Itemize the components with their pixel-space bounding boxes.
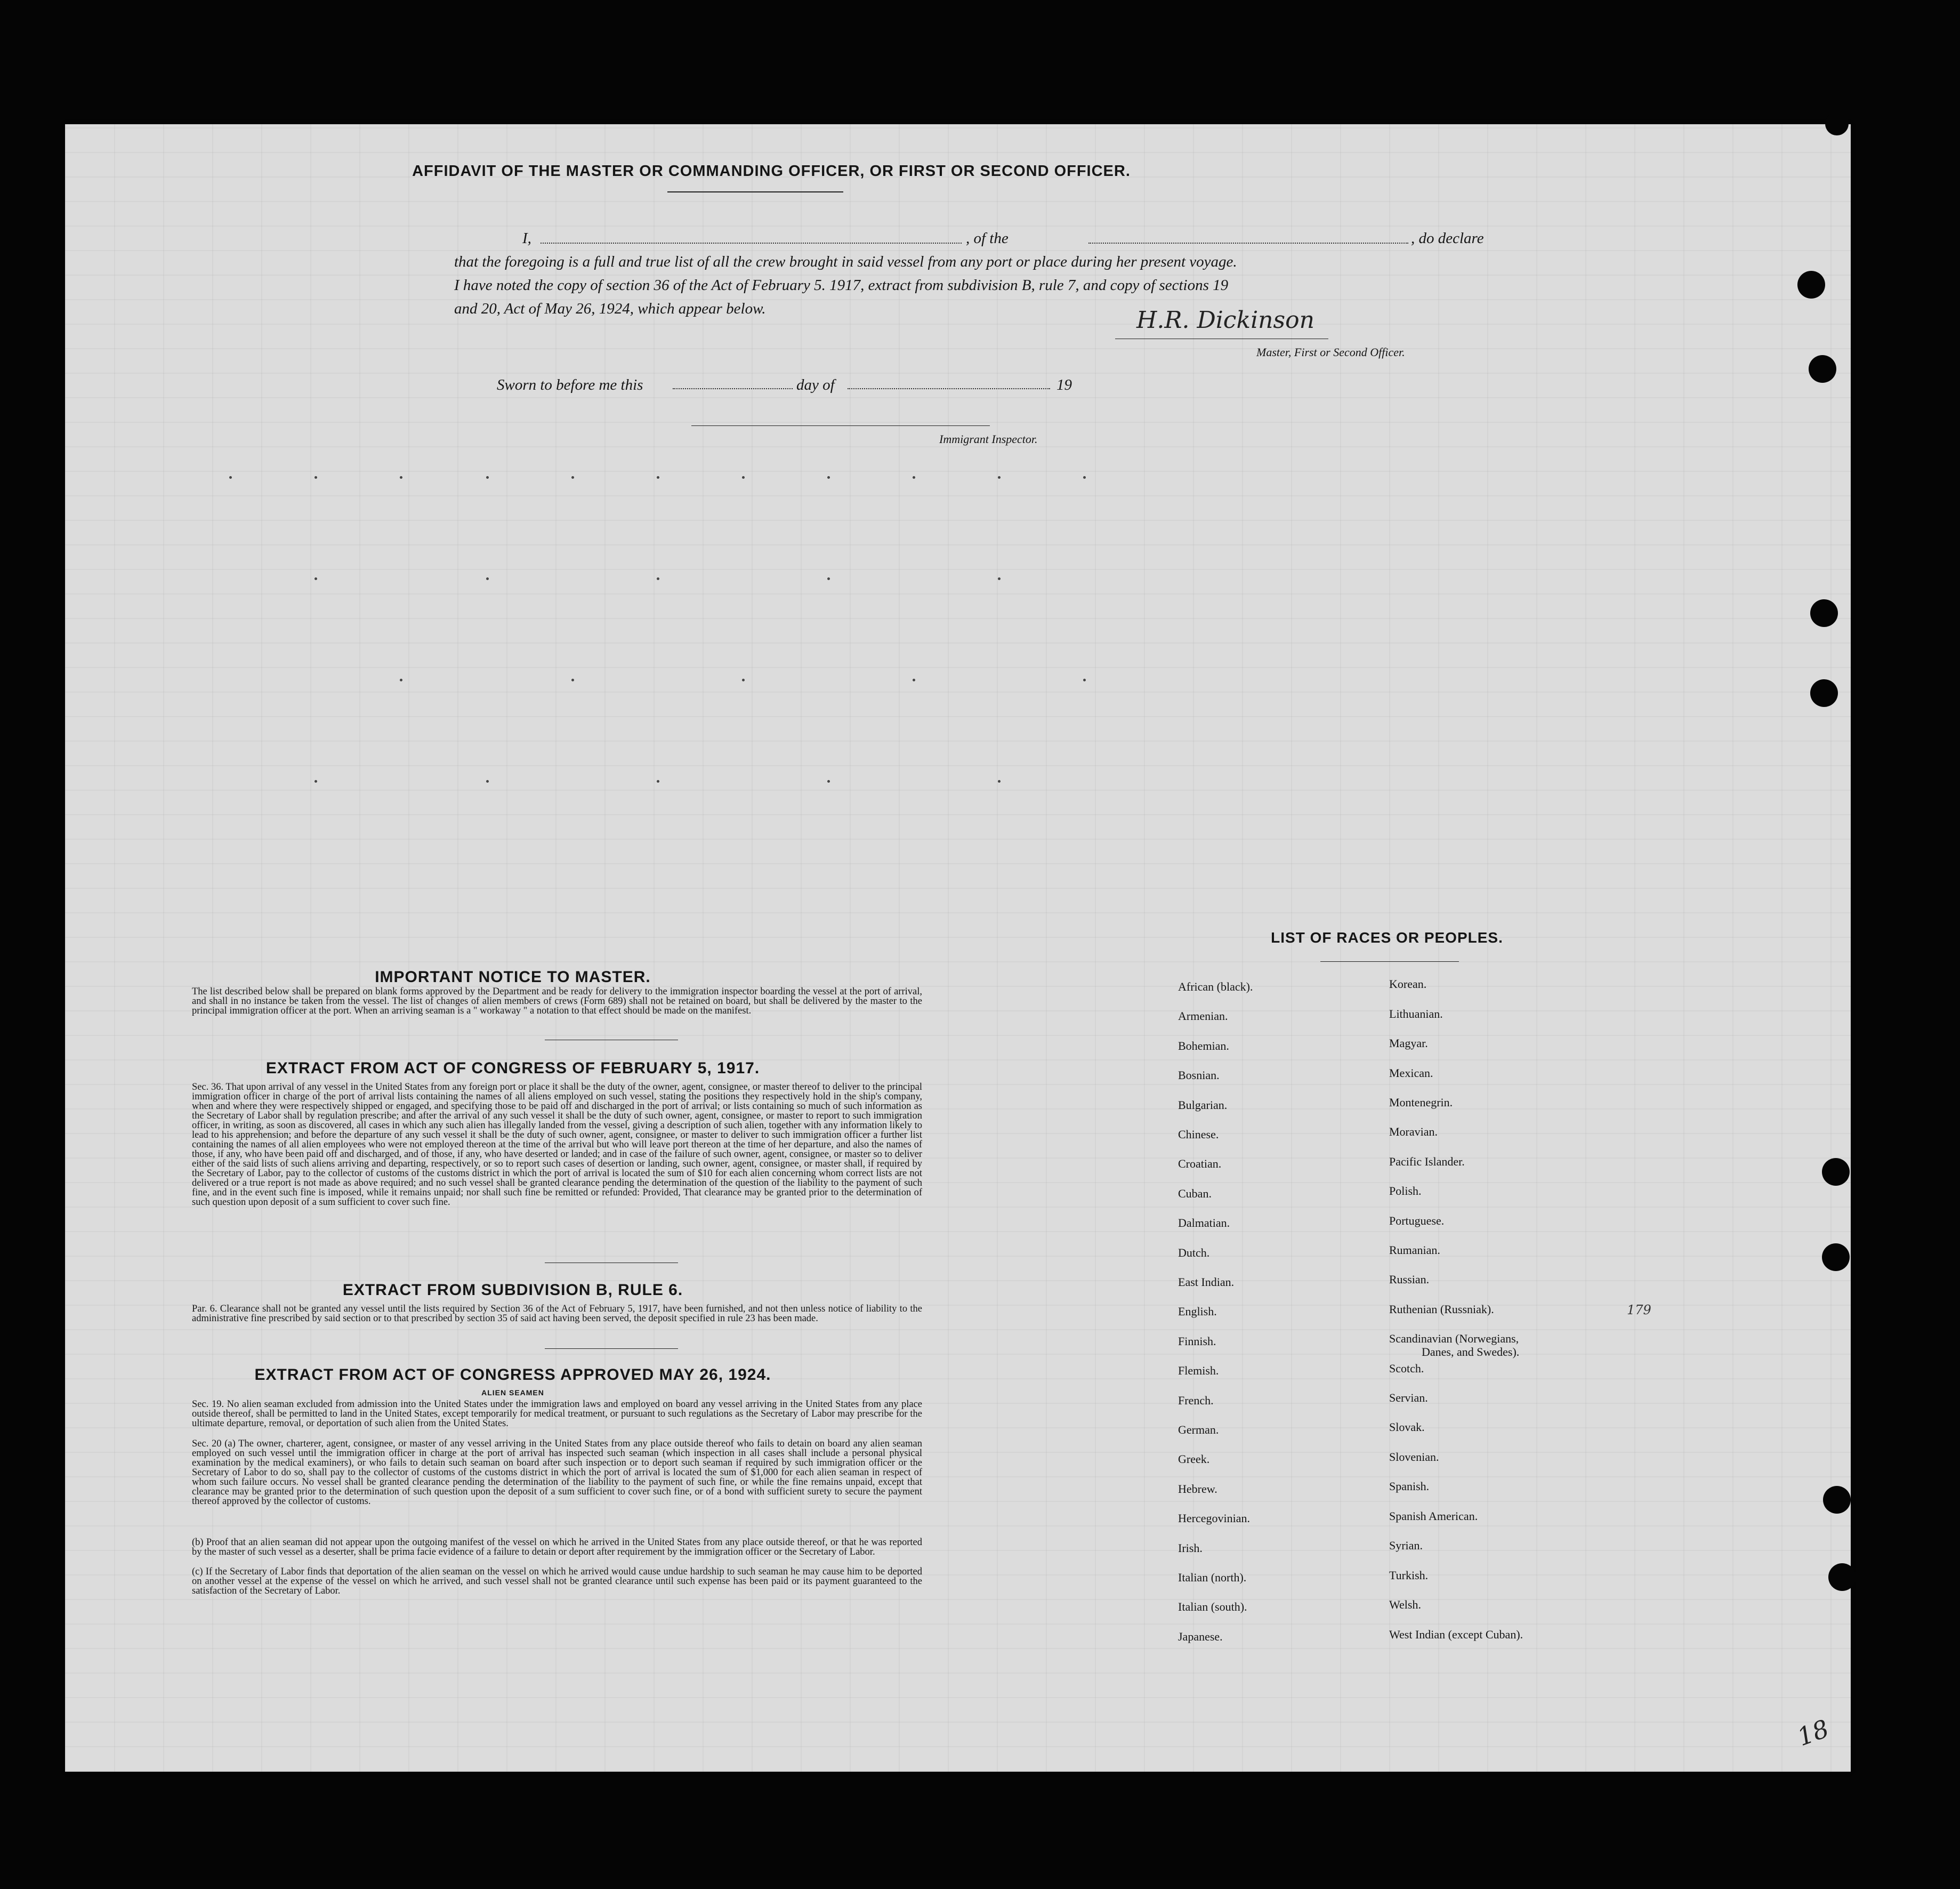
inspector-line [691, 425, 990, 426]
master-signature: H.R. Dickinson [1136, 307, 1314, 334]
race-left-18: Hebrew. [1178, 1482, 1217, 1496]
form-dot [827, 577, 830, 580]
race-right-1: Korean. [1389, 977, 1427, 991]
form-dot [314, 577, 317, 580]
race-left-14: Flemish. [1178, 1364, 1219, 1377]
race-right-5: Montenegrin. [1389, 1096, 1453, 1109]
sec-19-text: Sec. 19. No alien seaman excluded from admission into the United States under the immigration laws and employed on board any vessel arriving in the United States from any place outside thereof, shall be permitted to land in the United States, except temporarily for medical treatment, or pursuant to such regulations as the Secretary of Labor may prescribe for the ultimate departure, removal, or deportation of such alien from the United States. [192, 1399, 922, 1429]
race-right-17: Slovenian. [1389, 1450, 1439, 1464]
race-left-11: East Indian. [1178, 1275, 1235, 1289]
race-left-23: Japanese. [1178, 1630, 1223, 1643]
race-right-11: Russian. [1389, 1273, 1430, 1286]
race-right-6: Moravian. [1389, 1125, 1438, 1138]
race-right-13-cont: Danes, and Swedes). [1422, 1345, 1520, 1359]
form-dot [657, 577, 659, 580]
punch-hole [1810, 599, 1838, 627]
form-dot [571, 476, 574, 479]
sec-20c-text: (c) If the Secretary of Labor finds that deportation of the alien seaman on the vessel on which he arrived would cause undue hardship to such seaman he may cause him to be deported on another vessel at the expense of the vessel on which he arrived, and such vessel shall not be granted clearance until such expense has been paid or its payment guaranteed to the satisfaction of the Secretary of Labor. [192, 1566, 922, 1596]
race-right-16: Slovak. [1389, 1420, 1425, 1434]
race-left-9: Dalmatian. [1178, 1216, 1230, 1229]
rule6-rule [545, 1348, 678, 1349]
extract-1917-text: Sec. 36. That upon arrival of any vessel in the United States from any foreign port or place it shall be the duty of the owner, agent, consignee, or master thereof to deliver to the principal immigration officer in charge of the port of arrival lists containing the names of all aliens employed on such vessel, stating the positions they respectively hold in the ship's company, when and where they were respectively shipped or engaged, and specifying those to be paid off and discharged in the port of arrival; or lists containing so much of such information as the Secretary of Labor shall by regulation prescribe; and after the arrival of any such vessel it shall be the duty of such owner, agent, consignee, or master to report to such immigration officer, in writing, as soon as discovered, all cases in which any such alien has illegally landed from the vessel, giving a description of such alien, together with any information likely to lead to his apprehension; and before the departure of any such vessel it shall be the duty of such owner, agent, consignee, or master to deliver to such immigration officer a further list containing the names of all alien employees who were not employed thereon at the time of the arrival but who will leave port thereon at the time of her departure, and also the names of those, if any, who have been paid off and discharged, and of those, if any, who have deserted or landed; and in case of the failure of such owner, agent, consignee, or master so to deliver either of the said lists of such aliens arriving and departing, respectively, or so to report such cases of desertion or landing, such owner, agent, consignee, or master shall, if required by the Secretary of Labor, pay to the collector of customs of the customs district in which the port of arrival is located the sum of $10 for each alien concerning whom correct lists are not delivered or a true report is not made as above required; and no such vessel shall be granted clearance pending the determination of the question of the liability to the payment of such fine, and in the event such fine is imposed, while it remains unpaid; nor shall such fine be remitted or refunded: Provided, That clearance may be granted prior to the determination of such question upon deposit of a sum sufficient to cover such fine. [192, 1082, 922, 1208]
race-right-7: Pacific Islander. [1389, 1155, 1465, 1168]
affidavit-line-3: I have noted the copy of section 36 of the Act of February 5. 1917, extract from subdivision B, rule 7, and copy of sections 19 [454, 277, 1229, 294]
signature-caption: Master, First or Second Officer. [1256, 345, 1405, 359]
race-right-21: Turkish. [1389, 1569, 1429, 1582]
race-left-22: Italian (south). [1178, 1600, 1247, 1613]
punch-hole [1809, 355, 1836, 383]
race-left-20: Irish. [1178, 1541, 1203, 1555]
notice-title: IMPORTANT NOTICE TO MASTER. [375, 968, 651, 986]
race-right-14: Scotch. [1389, 1362, 1424, 1375]
title-underline [667, 191, 843, 192]
extract-1924-title: EXTRACT FROM ACT OF CONGRESS APPROVED MAY 26, 1924. [254, 1366, 771, 1384]
extract-1917-title: EXTRACT FROM ACT OF CONGRESS OF FEBRUARY 5, 1917. [265, 1059, 760, 1077]
race-left-10: Dutch. [1178, 1246, 1210, 1259]
sworn-day-blank [673, 388, 793, 389]
form-dot [314, 476, 317, 479]
race-right-13: Scandinavian (Norwegians, [1389, 1332, 1519, 1345]
race-left-2: Armenian. [1178, 1009, 1228, 1023]
race-left-5: Bulgarian. [1178, 1098, 1228, 1112]
form-dot [742, 679, 745, 681]
race-left-1: African (black). [1178, 980, 1253, 993]
inspector-caption: Immigrant Inspector. [939, 432, 1038, 446]
sec-20a-text: Sec. 20 (a) The owner, charterer, agent, consignee, or master of any vessel arriving in the United States from any place outside thereof who fails to detain on board any alien seaman employed on such vessel until the immigration officer in charge at the port of arrival has inspected such seaman (which inspection in all cases shall include a personal physical examination by the medical examiners), or who fails to detain such seaman on board after such inspection or to deport such seaman if required by such immigration officer or the Secretary of Labor to do so, shall pay to the collector of customs of the customs district in which the port of arrival is located the sum of $1,000 for each alien seaman in respect of whom such failure occurs. No vessel shall be granted clearance pending the determination of the liability to the payment of such fine, or while the fine remains unpaid, except that clearance may be granted prior to the determination of such question upon the deposit of a sum sufficient to cover such fine, or of a bond with sufficient surety to secure the payment thereof approved by the collector of customs. [192, 1438, 922, 1507]
race-left-19: Hercegovinian. [1178, 1512, 1250, 1525]
form-dot [571, 679, 574, 681]
form-dot [486, 577, 489, 580]
form-dot [1083, 476, 1086, 479]
race-right-19: Spanish American. [1389, 1509, 1478, 1523]
form-dot [486, 476, 489, 479]
sworn-month-blank [848, 388, 1050, 389]
race-left-16: German. [1178, 1423, 1219, 1436]
punch-hole [1810, 679, 1838, 707]
form-dot [913, 679, 915, 681]
affidavit-i: I, [522, 230, 531, 247]
race-right-10: Rumanian. [1389, 1243, 1440, 1257]
race-left-21: Italian (north). [1178, 1571, 1247, 1584]
form-dot [827, 476, 830, 479]
punch-hole [1825, 112, 1849, 135]
race-left-17: Greek. [1178, 1452, 1210, 1466]
rule6-title: EXTRACT FROM SUBDIVISION B, RULE 6. [342, 1281, 683, 1299]
form-dot [998, 780, 1001, 783]
race-right-22: Welsh. [1389, 1598, 1421, 1611]
form-dot [229, 476, 232, 479]
race-right-3: Magyar. [1389, 1036, 1428, 1050]
form-dot [913, 476, 915, 479]
affidavit-declare: , do declare [1411, 230, 1484, 247]
race-left-13: Finnish. [1178, 1335, 1216, 1348]
form-dot [657, 476, 659, 479]
affidavit-title: AFFIDAVIT OF THE MASTER OR COMMANDING OFFICER, OR FIRST OR SECOND OFFICER. [412, 163, 1131, 180]
punch-hole [1828, 1563, 1856, 1591]
punch-hole [1797, 271, 1825, 299]
sec-20b-text: (b) Proof that an alien seaman did not appear upon the outgoing manifest of the vessel on which he arrived in the United States from any place outside thereof, or that he was reported by the master of such vessel as a deserter, shall be prima facie evidence of a failure to detain or deport after requirement by the immigration officer or the Secretary of Labor. [192, 1537, 922, 1557]
vessel-blank [1088, 243, 1408, 244]
form-dot [998, 476, 1001, 479]
race-right-2: Lithuanian. [1389, 1007, 1443, 1020]
race-left-15: French. [1178, 1394, 1214, 1407]
punch-hole [1822, 1243, 1850, 1271]
race-right-12: Ruthenian (Russniak). [1389, 1303, 1494, 1316]
punch-hole [1822, 1158, 1850, 1186]
affidavit-line-2: that the foregoing is a full and true list of all the crew brought in said vessel from any port or place during her present voyage. [454, 253, 1237, 270]
race-right-9: Portuguese. [1389, 1214, 1445, 1227]
stamp-mark: 179 [1627, 1303, 1651, 1317]
rule6-text: Par. 6. Clearance shall not be granted any vessel until the lists required by Section 36 of the Act of February 5, 1917, have been furnished, and not then unless notice of liability to the administrative fine prescribed by said section or to that prescribed by section 35 of said act having been served, the deposit specified in rule 23 has been made. [192, 1304, 922, 1324]
race-left-12: English. [1178, 1305, 1217, 1318]
form-dot [657, 780, 659, 783]
form-dot [827, 780, 830, 783]
race-left-6: Chinese. [1178, 1128, 1219, 1141]
form-dot [486, 780, 489, 783]
form-dot [998, 577, 1001, 580]
races-title: LIST OF RACES OR PEOPLES. [1271, 929, 1503, 946]
alien-seamen-subtitle: ALIEN SEAMEN [481, 1388, 544, 1397]
form-dot [1083, 679, 1086, 681]
race-right-8: Polish. [1389, 1184, 1422, 1197]
race-right-4: Mexican. [1389, 1066, 1433, 1080]
race-left-7: Croatian. [1178, 1157, 1222, 1170]
race-right-15: Servian. [1389, 1391, 1428, 1404]
sworn-prefix: Sworn to before me this [497, 376, 643, 393]
punch-hole [1823, 1486, 1851, 1514]
races-rule [1320, 961, 1459, 962]
document-page [65, 124, 1851, 1772]
form-dot [400, 679, 402, 681]
affidavit-line-4: and 20, Act of May 26, 1924, which appear below. [454, 300, 766, 317]
form-dot [314, 780, 317, 783]
race-left-3: Bohemian. [1178, 1039, 1229, 1052]
name-blank [541, 243, 962, 244]
sworn-day-of: day of [796, 376, 835, 393]
race-left-4: Bosnian. [1178, 1068, 1220, 1082]
race-right-20: Syrian. [1389, 1539, 1423, 1552]
race-right-18: Spanish. [1389, 1480, 1430, 1493]
page-number: 18 [1793, 1714, 1833, 1752]
form-dot [742, 476, 745, 479]
affidavit-of-the: , of the [966, 230, 1009, 247]
race-left-8: Cuban. [1178, 1187, 1212, 1200]
race-right-23: West Indian (except Cuban). [1389, 1628, 1523, 1641]
sworn-year: 19 [1056, 376, 1072, 393]
notice-text: The list described below shall be prepared on blank forms approved by the Department and be ready for delivery to the immigration inspector boarding the vessel at the port of arrival, and shall in no instance be taken from the vessel. The list of changes of alien members of crews (Form 689) shall not be retained on board, but shall be delivered by the master to the principal immigration officer at the port. When an arriving seaman is a " workaway " a notation to that effect should be made on the manifest. [192, 986, 922, 1016]
form-dot [400, 476, 402, 479]
